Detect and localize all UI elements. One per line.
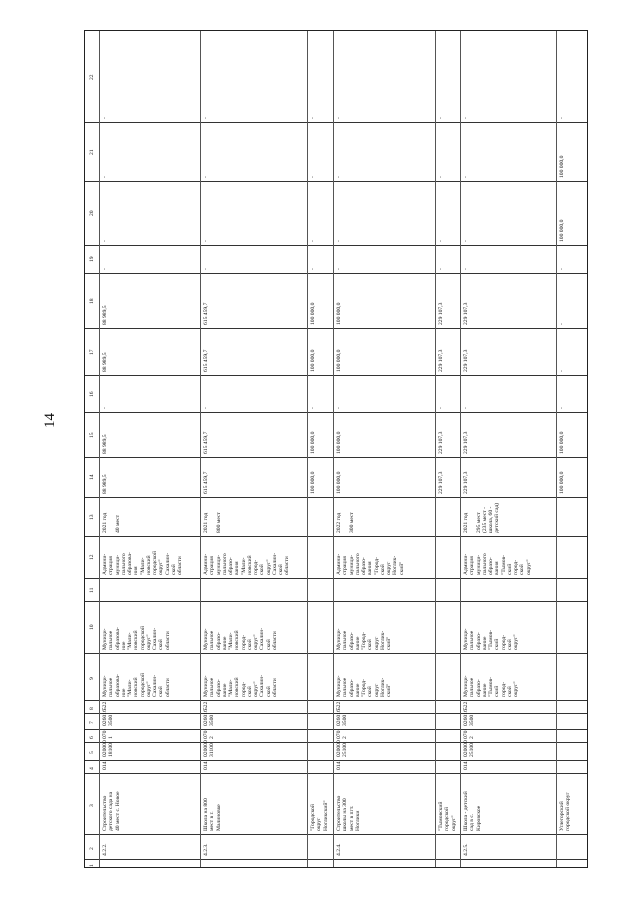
table-cell-c14: 615 459,7 xyxy=(203,471,209,494)
row-divider xyxy=(200,31,201,867)
table-cell-c21: - xyxy=(102,176,108,178)
column-number-header: 20 xyxy=(89,210,95,216)
table-cell-c15: 100 000,0 xyxy=(559,431,565,454)
table-cell-c9: Муници- пальное образо- вание "Город- ской округ Ноглик- ский" xyxy=(336,675,392,697)
column-divider xyxy=(85,834,587,835)
column-divider xyxy=(85,245,587,246)
table-cell-c18: 100 000,0 xyxy=(336,302,342,325)
table-cell-c15: 615 459,7 xyxy=(203,431,209,454)
column-divider xyxy=(85,653,587,654)
column-number-header: 7 xyxy=(89,721,95,724)
table-cell-c20: - xyxy=(336,240,342,242)
table-cell-c22: - xyxy=(336,117,342,119)
table-cell-c7: 026016 3500 xyxy=(102,709,115,726)
table-cell-id: 4.2.2. xyxy=(102,843,108,856)
table-cell-c13: 2021 год 800 мест xyxy=(203,512,222,533)
table-cell-c16: - xyxy=(310,407,316,409)
table-cell-c15: 229 107,3 xyxy=(463,431,469,454)
column-number-header: 15 xyxy=(89,431,95,438)
budget-table xyxy=(84,30,588,868)
column-number-header: 19 xyxy=(89,256,95,262)
table-cell-c3: Школа на 800 мест в г. Малиновке xyxy=(203,798,222,831)
table-cell-c19: - xyxy=(310,268,316,270)
table-cell-c4: 014 xyxy=(203,761,209,770)
table-cell-c12: Админи- страция муници- пального образова- ния "Мали- новский городской округ" Сахалин- ской области xyxy=(102,551,183,575)
column-number-header: 18 xyxy=(89,297,95,304)
table-cell-c22: - xyxy=(203,117,209,119)
table-cell-c5: 020000 18100 xyxy=(102,740,115,757)
table-cell-c3: Строительство детского сада на 40 мест с. Новое xyxy=(102,791,121,831)
table-cell-c21: 100 000,0 xyxy=(559,155,565,178)
column-divider xyxy=(85,412,587,413)
table-cell-c16: - xyxy=(203,407,209,409)
table-cell-c5: 020000 25100 xyxy=(463,740,476,757)
table-cell-c22: - xyxy=(438,117,444,119)
table-cell-c22: - xyxy=(310,117,316,119)
column-number-header: 4 xyxy=(89,766,95,770)
column-number-header: 16 xyxy=(89,390,95,397)
column-number-header: 1 xyxy=(89,864,95,867)
column-divider xyxy=(85,859,587,860)
table-cell-c6: 070 2 xyxy=(203,730,216,739)
table-cell-id: 4.2.5. xyxy=(463,843,469,856)
table-cell-c21: - xyxy=(203,176,209,178)
table-cell-c18: 88 989,5 xyxy=(102,305,108,325)
table-cell-c12: Админи- страция муници- пального образо- вания "Мали- новский город- ской округ" Сахалин- ской области xyxy=(203,552,291,575)
column-number-header: 2 xyxy=(89,846,95,850)
table-cell-c19: - xyxy=(559,268,565,270)
table-cell-c20: - xyxy=(102,240,108,242)
column-number-header: 6 xyxy=(89,735,95,739)
table-cell-c17: 88 989,5 xyxy=(102,352,108,372)
column-divider xyxy=(85,497,587,498)
table-cell-c10: Муници- пальное образо- вание "Мали- новский город- ской округ" Сахалин- ской области xyxy=(203,627,278,650)
page-number: 14 xyxy=(42,413,58,428)
table-cell-c16: - xyxy=(102,407,108,409)
row-divider xyxy=(435,31,436,867)
table-cell-c7: 026016 3500 xyxy=(336,709,349,726)
table-cell-c18: - xyxy=(559,323,565,325)
table-cell-c5: 020000 25100 xyxy=(336,740,349,757)
table-cell-c13: 2022 год 300 мест xyxy=(336,512,355,533)
table-cell-c14: 100 000,0 xyxy=(559,471,565,494)
table-cell-id: 4.2.3. xyxy=(203,843,209,856)
table-cell-c15: 229 107,3 xyxy=(438,431,444,454)
table-cell-c15: 88 989,5 xyxy=(102,434,108,454)
table-cell-c13: 2021 год 295 мест (235 мест - школа, 60 - детский сад) xyxy=(463,502,501,533)
table-cell-c4: 014 xyxy=(336,761,342,770)
table-cell-c12: Админи- страция муници- пального образо- вания "Тымов- ский город- ской округ" xyxy=(463,553,532,575)
table-cell-c19: - xyxy=(203,268,209,270)
table-cell-c3: Школа - детский сад в с. Кировское xyxy=(463,791,482,831)
table-cell-c14: 100 000,0 xyxy=(336,471,342,494)
table-cell-c16: - xyxy=(438,407,444,409)
column-number-header: 10 xyxy=(89,624,95,630)
table-cell-c18: 229 107,3 xyxy=(463,302,469,325)
table-cell-c7: 026016 3500 xyxy=(463,709,476,726)
table-cell-c14: 88 989,5 xyxy=(102,474,108,494)
table-cell-c20: - xyxy=(203,240,209,242)
table-cell-c16: - xyxy=(463,407,469,409)
column-divider xyxy=(85,375,587,376)
table-cell-c20: - xyxy=(463,240,469,242)
table-cell-c15: 100 000,0 xyxy=(310,431,316,454)
table-cell-c9: Муници- пальное образо- вание "Тымов- ский город- ской округ" xyxy=(463,675,519,697)
table-cell-c3: "Тымовский городской округ" xyxy=(438,801,457,831)
table-cell-c8: 522 xyxy=(463,701,469,710)
table-cell-c12: Админи- страция муници- пального образо- вания "Город- ской округ Ноглик- ский" xyxy=(336,553,405,575)
table-cell-c3: Углегорский городской округ xyxy=(559,792,572,831)
table-cell-c21: - xyxy=(463,176,469,178)
table-cell-c14: 229 107,3 xyxy=(438,471,444,494)
table-cell-c6: 070 1 xyxy=(102,730,115,739)
column-number-header: 9 xyxy=(89,676,95,680)
column-divider xyxy=(85,601,587,602)
table-cell-c18: 229 107,3 xyxy=(438,302,444,325)
table-cell-c10: Муници- пальное образова- ние "Мали- новский городской округ" Сахалин- ской области xyxy=(102,626,171,650)
table-cell-c17: 615 459,7 xyxy=(203,349,209,372)
table-cell-c21: - xyxy=(310,176,316,178)
table-cell-c16: - xyxy=(559,407,565,409)
column-number-header: 11 xyxy=(89,587,95,593)
table-cell-c4: 014 xyxy=(463,761,469,770)
row-divider xyxy=(333,31,334,867)
table-cell-id: 4.2.4. xyxy=(336,843,342,856)
table-cell-c22: - xyxy=(559,117,565,119)
table-cell-c17: 100 000,0 xyxy=(336,349,342,372)
table-cell-c8: 522 xyxy=(336,701,342,710)
table-cell-c17: 229 107,3 xyxy=(438,349,444,372)
table-cell-c6: 070 2 xyxy=(336,730,349,739)
column-number-header: 17 xyxy=(89,348,95,355)
column-number-header: 3 xyxy=(89,803,95,807)
table-cell-c5: 020000 31100 xyxy=(203,740,216,757)
table-cell-c3: Строительство школы на 300 мест в пгт. Ноглики xyxy=(336,795,361,831)
table-cell-c10: Муници- пальное образо- вание "Тымов- ский город- ской округ" xyxy=(463,628,519,650)
table-cell-c22: - xyxy=(463,117,469,119)
row-divider xyxy=(307,31,308,867)
table-cell-c9: Муници- пальное образо- вание "Мали- новский город- ской округ" Сахалин- ской области xyxy=(203,674,278,697)
table-cell-c22: - xyxy=(102,117,108,119)
table-cell-c19: - xyxy=(438,268,444,270)
table-cell-c18: 100 000,0 xyxy=(310,302,316,325)
column-divider xyxy=(85,578,587,579)
column-number-header: 13 xyxy=(89,513,95,520)
column-number-header: 21 xyxy=(89,148,95,155)
table-cell-c20: - xyxy=(310,240,316,242)
column-divider xyxy=(85,536,587,537)
table-cell-c9: Муници- пальное образова- ние "Мали- новский городской округ" Сахалин- ской области xyxy=(102,673,171,697)
table-cell-c8: 522 xyxy=(102,701,108,710)
column-divider xyxy=(85,457,587,458)
table-cell-c19: - xyxy=(463,268,469,270)
table-cell-c8: 522 xyxy=(203,701,209,710)
column-number-header: 8 xyxy=(89,706,95,710)
column-number-header: 12 xyxy=(89,554,95,560)
table-cell-c21: - xyxy=(438,176,444,178)
table-cell-c17: 100 000,0 xyxy=(310,349,316,372)
table-cell-c7: 026016 3500 xyxy=(203,709,216,726)
row-divider xyxy=(99,31,100,867)
table-cell-c17: 229 107,3 xyxy=(463,349,469,372)
column-divider xyxy=(85,122,587,123)
column-divider xyxy=(85,773,587,774)
column-number-header: 5 xyxy=(89,751,95,754)
table-cell-c19: - xyxy=(336,268,342,270)
column-divider xyxy=(85,273,587,274)
table-cell-c14: 229 107,3 xyxy=(463,471,469,494)
column-divider xyxy=(85,181,587,182)
table-cell-c13: 2021 год 40 мест xyxy=(102,512,121,533)
column-number-header: 22 xyxy=(89,73,95,80)
table-cell-c17: - xyxy=(559,370,565,372)
table-cell-c19: - xyxy=(102,268,108,270)
table-cell-c20: 100 000,0 xyxy=(559,219,565,242)
table-cell-c6: 070 2 xyxy=(463,730,476,739)
table-cell-c16: - xyxy=(336,407,342,409)
table-cell-c15: 100 000,0 xyxy=(336,431,342,454)
table-cell-c21: - xyxy=(336,176,342,178)
table-cell-c4: 014 xyxy=(102,761,108,770)
row-divider xyxy=(556,31,557,867)
table-cell-c3: "Городской округ Ногликский" xyxy=(310,800,329,831)
column-divider xyxy=(85,328,587,329)
column-number-header: 14 xyxy=(89,474,95,480)
table-cell-c20: - xyxy=(438,240,444,242)
table-cell-c14: 100 000,0 xyxy=(310,471,316,494)
table-cell-c10: Муници- пальное образо- вание "Город- ской округ Ноглик- ский" xyxy=(336,628,392,650)
table-cell-c18: 615 459,7 xyxy=(203,302,209,325)
row-divider xyxy=(460,31,461,867)
